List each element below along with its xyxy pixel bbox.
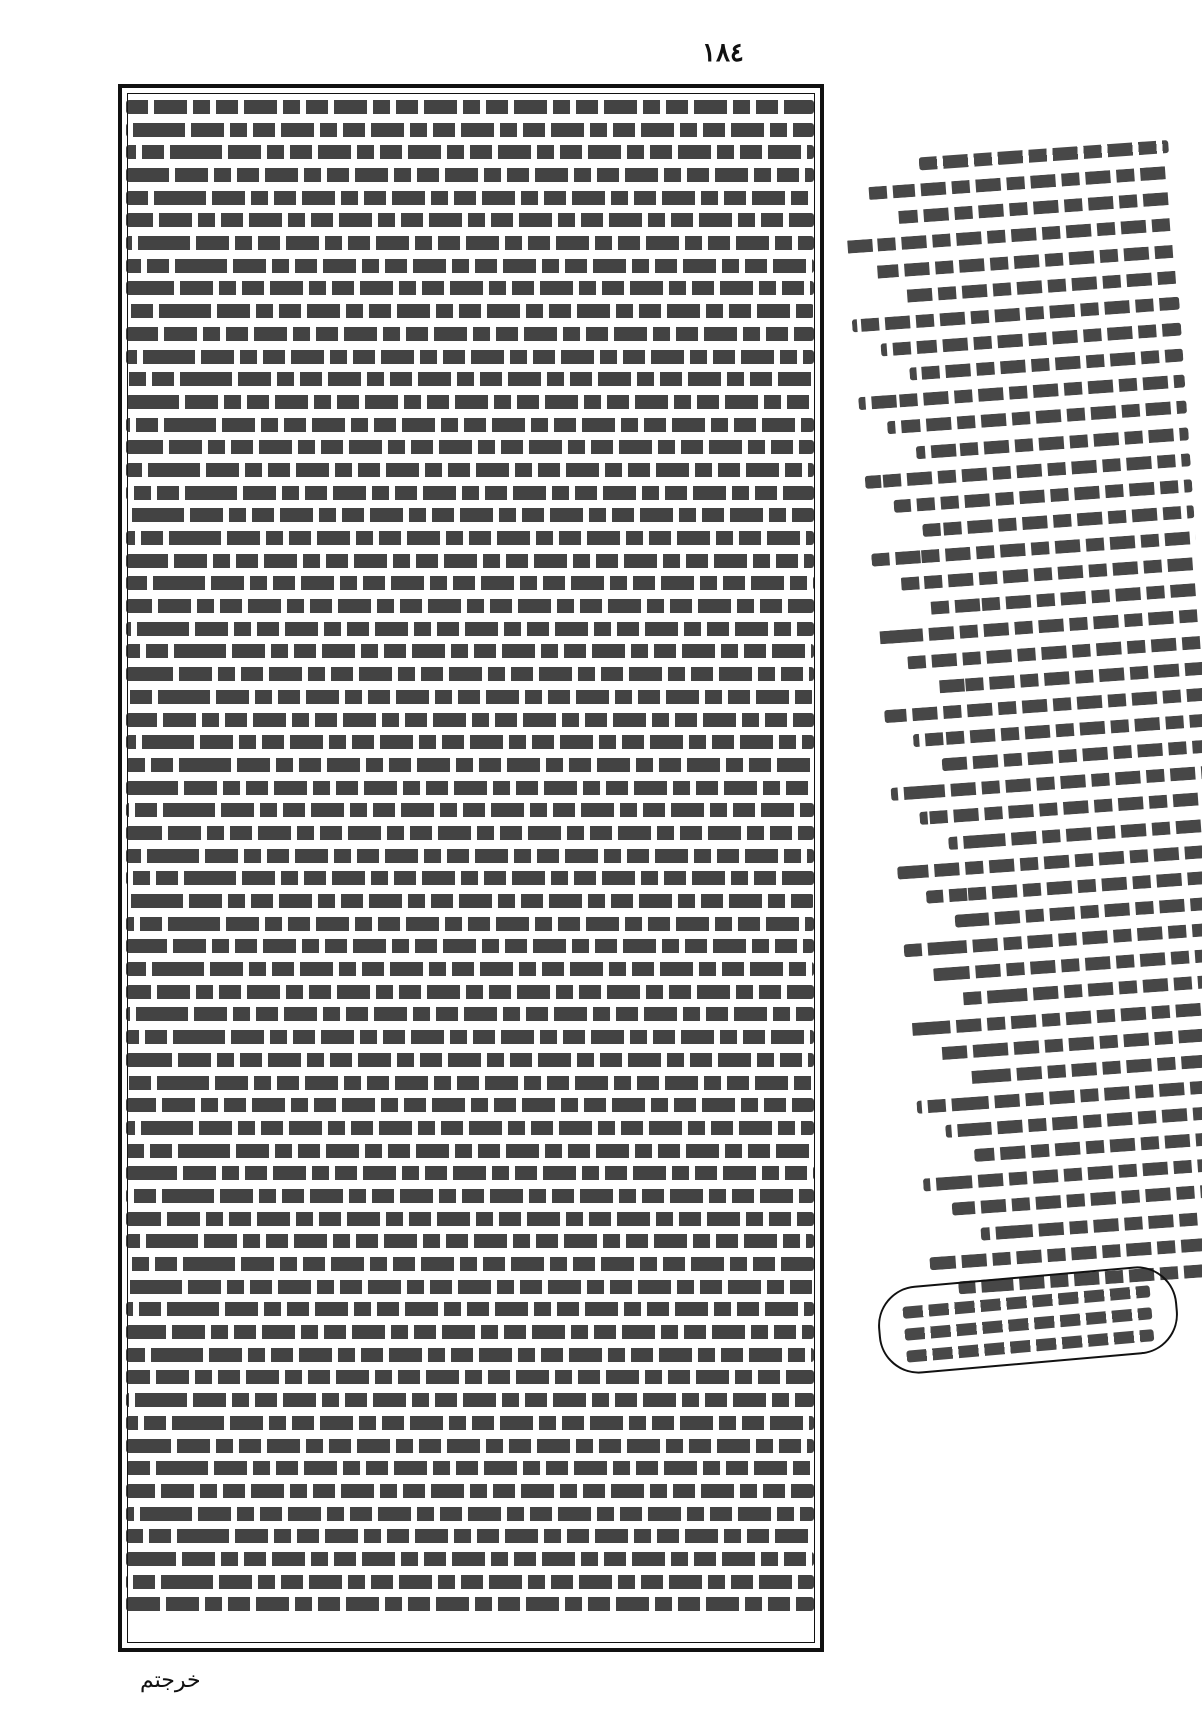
main-text-line xyxy=(126,781,814,795)
gloss-line xyxy=(903,270,1178,302)
gloss-line xyxy=(935,661,1202,693)
main-text-line xyxy=(126,145,814,159)
main-text-line xyxy=(126,962,814,976)
main-text-line xyxy=(126,350,814,364)
page-number: ١٨٤ xyxy=(702,38,744,68)
gloss-line xyxy=(926,870,1202,903)
main-text-line xyxy=(126,1529,814,1543)
main-text-line xyxy=(126,1302,814,1316)
main-text-line xyxy=(126,531,814,545)
main-text-line xyxy=(126,100,814,114)
main-text-line xyxy=(126,191,814,205)
main-text-line xyxy=(126,395,814,409)
main-text-line xyxy=(126,554,814,568)
main-text-line xyxy=(126,1461,814,1475)
gloss-line xyxy=(945,1105,1202,1138)
main-text-line xyxy=(126,917,814,931)
main-text-line xyxy=(126,758,814,772)
main-text-line xyxy=(126,213,814,227)
main-text-line xyxy=(126,440,814,454)
gloss-line xyxy=(952,1183,1202,1216)
gloss-line xyxy=(916,1079,1202,1114)
gloss-line xyxy=(980,1209,1202,1240)
main-text-line xyxy=(126,1076,814,1090)
main-text-line xyxy=(126,667,814,681)
gloss-line xyxy=(929,1235,1202,1270)
main-text-line xyxy=(126,1348,814,1362)
main-text-line xyxy=(126,1325,814,1339)
main-text-line xyxy=(126,1166,814,1180)
main-text-line xyxy=(126,871,814,885)
main-text-line xyxy=(126,599,814,613)
gloss-line xyxy=(948,818,1202,850)
gloss-line xyxy=(919,140,1169,170)
main-text-line xyxy=(126,803,814,817)
main-text-line xyxy=(126,1439,814,1453)
gloss-line xyxy=(910,1000,1202,1035)
main-text-line xyxy=(126,1257,814,1271)
main-text-line xyxy=(126,236,814,250)
main-text-line xyxy=(126,508,814,522)
main-text-line xyxy=(126,304,814,318)
main-text-line xyxy=(126,463,814,477)
gloss-line xyxy=(974,1131,1202,1162)
main-text-line xyxy=(126,1597,814,1611)
main-text-line xyxy=(126,486,814,500)
main-text-line xyxy=(126,1370,814,1384)
main-text-line xyxy=(126,327,814,341)
main-text-line xyxy=(126,281,814,295)
main-text-line xyxy=(126,1280,814,1294)
main-text-line xyxy=(126,1484,814,1498)
main-text-line xyxy=(126,418,814,432)
main-text-line xyxy=(126,1393,814,1407)
main-text-line xyxy=(126,939,814,953)
gloss-line xyxy=(916,427,1189,459)
gloss-line xyxy=(922,505,1194,537)
gloss-line xyxy=(913,714,1202,748)
main-text-line xyxy=(126,1144,814,1158)
main-text-line xyxy=(126,1053,814,1067)
main-text-line xyxy=(126,735,814,749)
main-text-line xyxy=(126,849,814,863)
main-text-line xyxy=(126,1552,814,1566)
main-text-line xyxy=(126,985,814,999)
main-text-line xyxy=(126,1575,814,1589)
gloss-line xyxy=(909,349,1183,381)
main-text-line xyxy=(126,894,814,908)
main-text-line xyxy=(126,1507,814,1521)
main-text-block xyxy=(126,96,814,1636)
marginal-gloss xyxy=(839,140,1202,1320)
gloss-line xyxy=(929,583,1200,615)
gloss-line xyxy=(932,948,1202,981)
main-text-line xyxy=(126,826,814,840)
main-text-line xyxy=(126,259,814,273)
main-text-line xyxy=(126,622,814,636)
main-text-line xyxy=(126,1098,814,1112)
main-text-line xyxy=(126,576,814,590)
main-text-line xyxy=(126,1234,814,1248)
main-text-line xyxy=(126,123,814,137)
main-text-line xyxy=(126,690,814,704)
main-text-line xyxy=(126,168,814,182)
gloss-line xyxy=(967,1053,1202,1084)
catchword: خرجتم xyxy=(140,1668,201,1693)
gloss-line xyxy=(919,792,1202,826)
gloss-line xyxy=(955,896,1202,928)
main-text-line xyxy=(126,1189,814,1203)
gloss-line xyxy=(923,1157,1202,1192)
gloss-line xyxy=(896,192,1172,224)
main-text-line xyxy=(126,1212,814,1226)
main-text-line xyxy=(126,1007,814,1021)
main-text-line xyxy=(126,644,814,658)
main-text-line xyxy=(126,372,814,386)
gloss-line xyxy=(961,974,1202,1006)
gloss-line xyxy=(939,1026,1202,1059)
main-text-line xyxy=(126,713,814,727)
main-text-line xyxy=(126,1416,814,1430)
gloss-line xyxy=(942,740,1202,772)
main-text-line xyxy=(126,1121,814,1135)
main-text-line xyxy=(126,1030,814,1044)
